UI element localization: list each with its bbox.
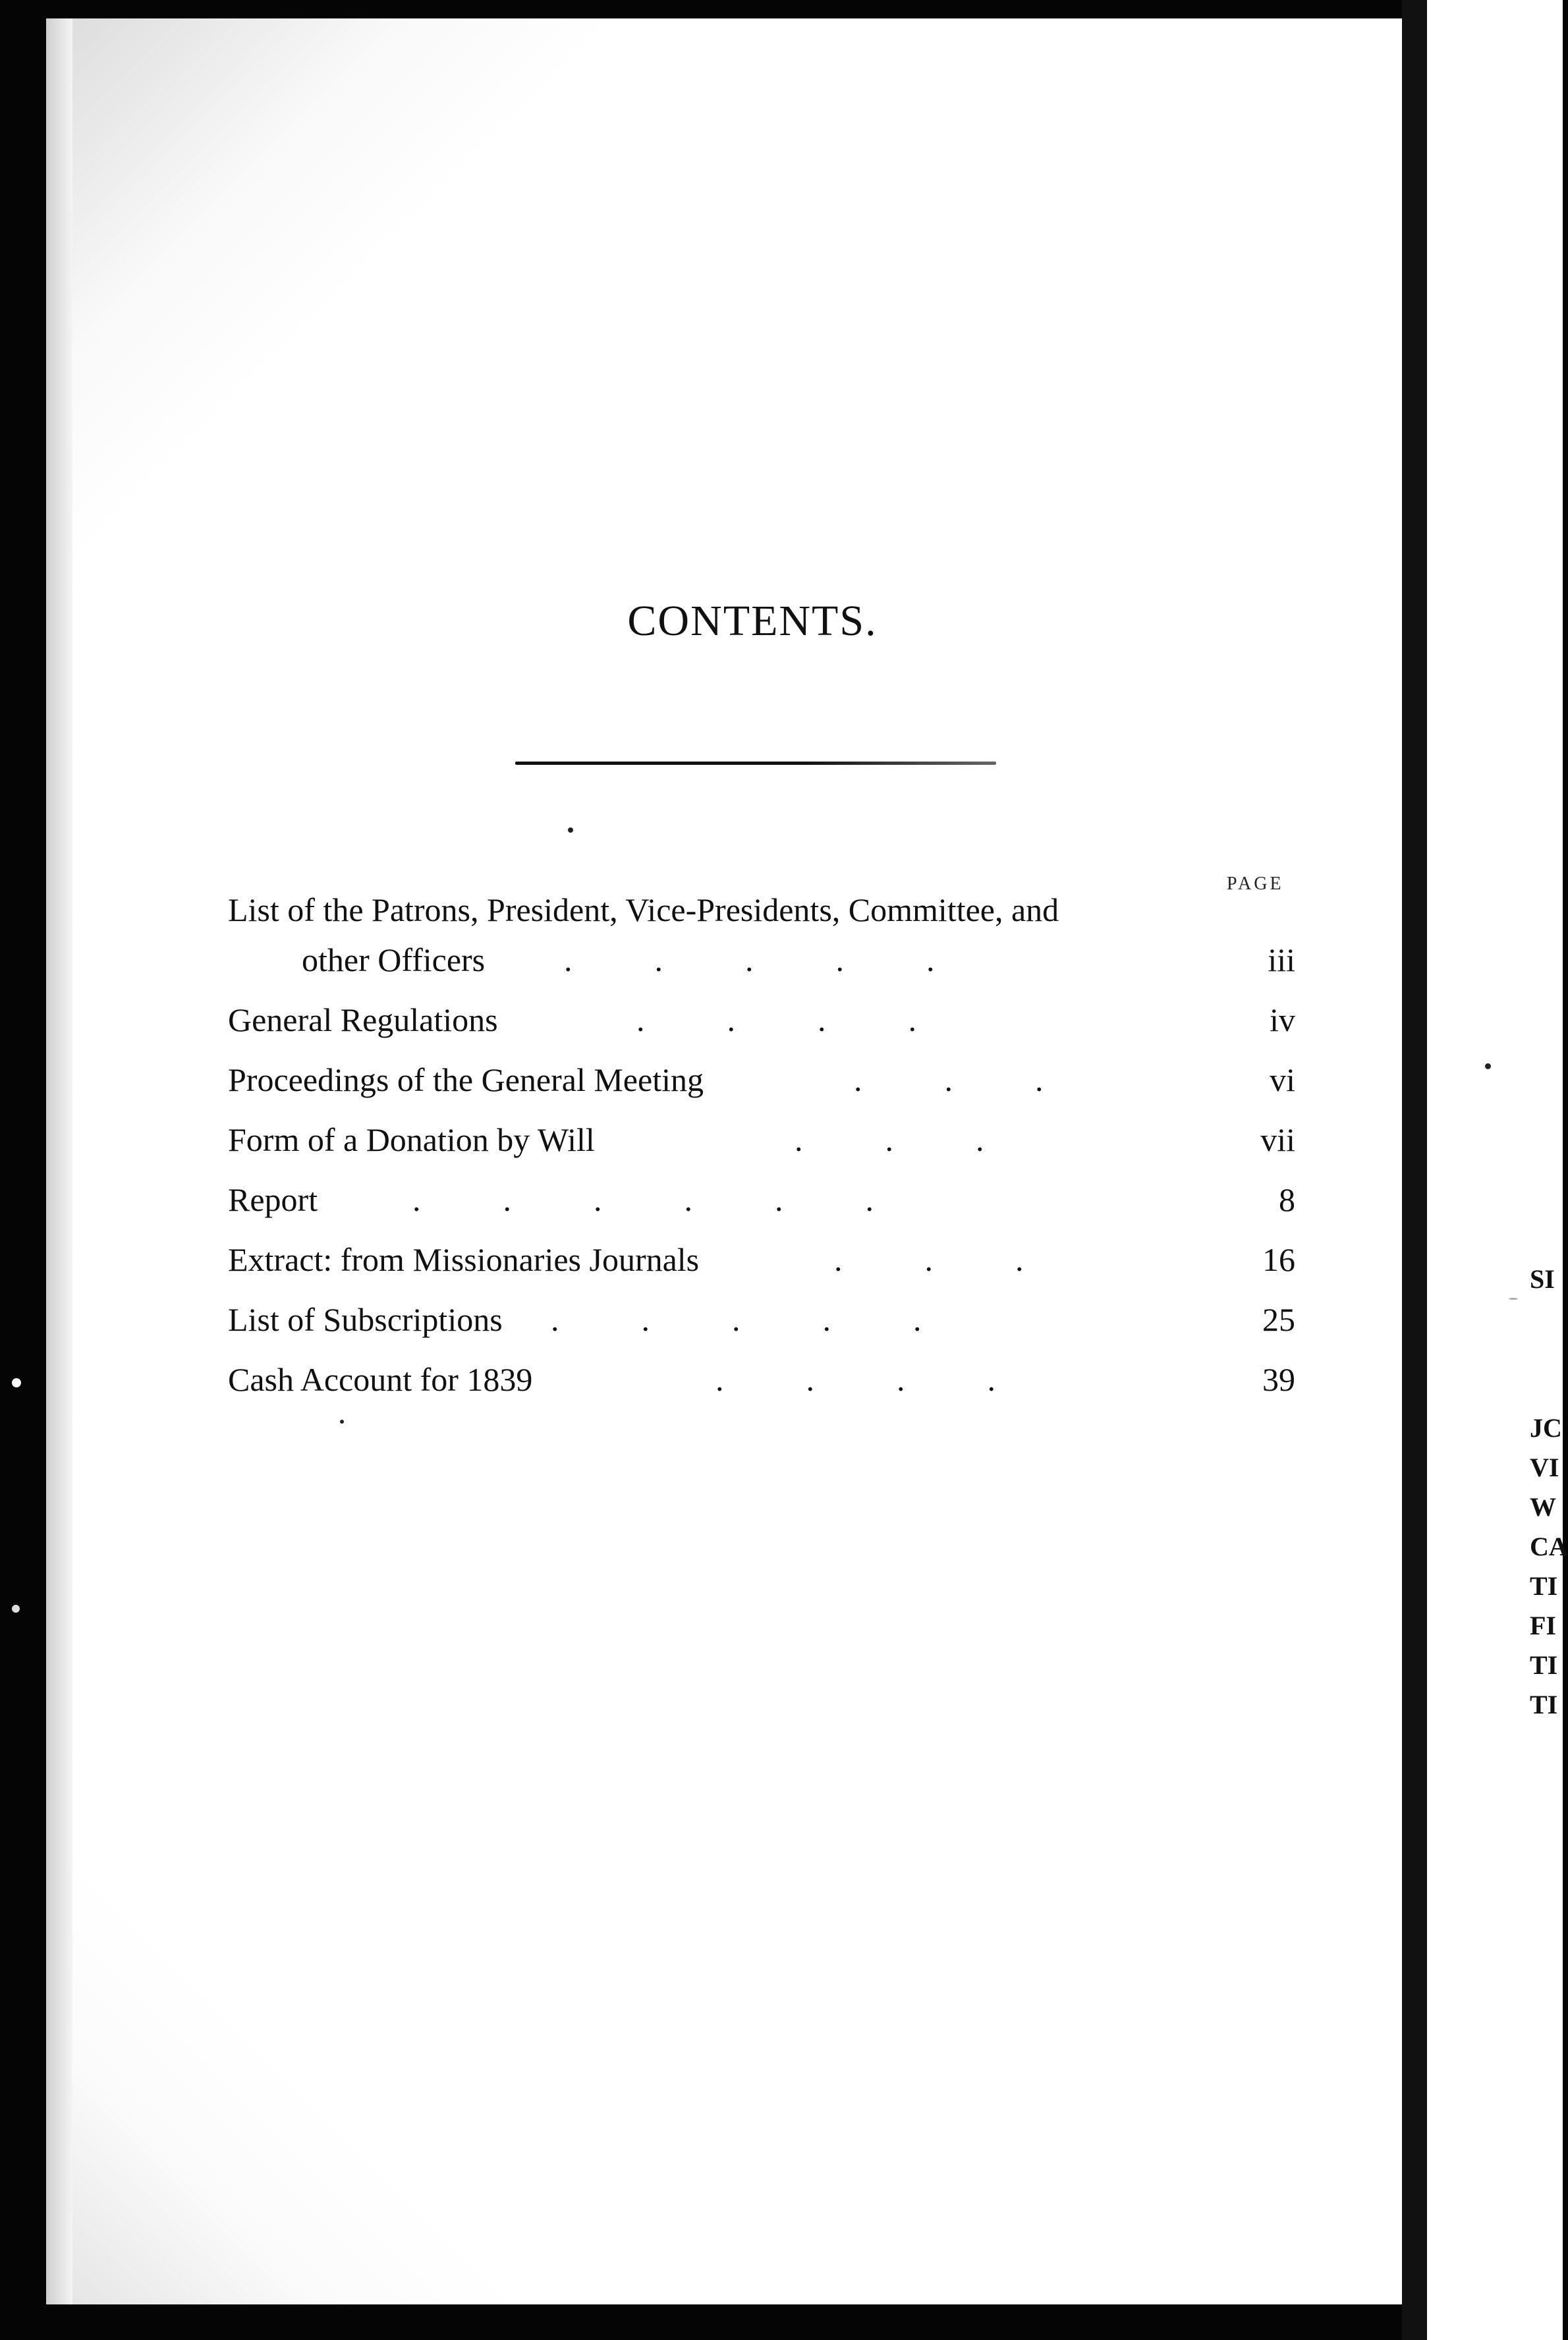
facing-page-letter: SI — [1530, 1264, 1555, 1294]
toc-entry-label: Proceedings of the General Meeting — [228, 1061, 704, 1098]
toc-entry-subscriptions — [228, 1300, 1295, 1347]
toc-entry-officers — [228, 941, 1295, 987]
toc-entry-label: List of Subscriptions — [228, 1301, 503, 1338]
toc-entry-donation — [228, 1121, 1295, 1167]
toc-entry-cash-account — [228, 1360, 1295, 1407]
ink-speck — [340, 1420, 344, 1424]
leader-dots: . . . . — [636, 1001, 916, 1038]
title-rule — [515, 762, 996, 765]
ink-speck — [12, 1378, 21, 1387]
toc-entry-label: List of the Patrons, President, Vice-Presidents, Committee, and — [228, 891, 1059, 928]
toc-entry-proceedings — [228, 1061, 1295, 1107]
right-page-fragment — [1427, 0, 1563, 2340]
toc-entry-label: Report — [228, 1181, 318, 1218]
left-page-edge — [46, 18, 72, 2304]
facing-page-letter: CA — [1530, 1532, 1568, 1561]
facing-page-letter: JC — [1530, 1413, 1562, 1443]
leader-dots: . . . — [854, 1061, 1044, 1098]
facing-page-letter: W — [1530, 1492, 1556, 1522]
facing-page-letter: VI — [1530, 1453, 1559, 1482]
toc-entry-label: Extract: from Missionaries Journals — [228, 1241, 700, 1278]
toc-entry-page: vii — [1260, 1121, 1295, 1158]
facing-page-letter: FI — [1530, 1611, 1556, 1640]
toc-entry-page: 16 — [1262, 1241, 1295, 1278]
facing-page-letter: TI — [1530, 1650, 1558, 1680]
toc-entry-label: Cash Account for 1839 — [228, 1361, 533, 1398]
toc-entry-page: iv — [1270, 1001, 1295, 1038]
leader-dots: . . . . . . — [412, 1181, 874, 1218]
leader-dots: . . . . . — [551, 1301, 922, 1338]
leader-dots: . . . — [795, 1121, 984, 1158]
ink-speck — [1509, 1298, 1518, 1300]
toc-entry-page: 8 — [1279, 1181, 1295, 1218]
toc-entry-regulations — [228, 1001, 1295, 1047]
toc-entry-label: General Regulations — [228, 1001, 498, 1038]
book-gutter — [1402, 0, 1427, 2340]
ink-speck — [12, 1605, 20, 1613]
toc-entry-label: Form of a Donation by Will — [228, 1121, 595, 1158]
facing-page-letter: TI — [1530, 1571, 1558, 1601]
page-column-header: PAGE — [1227, 874, 1284, 894]
toc-entry-page: iii — [1268, 941, 1295, 978]
toc-entry-page: 39 — [1262, 1361, 1295, 1398]
toc-entry-page: vi — [1270, 1061, 1295, 1098]
toc-entry-patrons — [228, 891, 1295, 937]
leader-dots: . . . . . — [564, 941, 935, 978]
leader-dots: . . . . — [715, 1361, 995, 1398]
contents-title: CONTENTS. — [627, 597, 878, 645]
toc-entry-report — [228, 1181, 1295, 1227]
ink-speck — [568, 827, 573, 833]
facing-page-letter: TI — [1530, 1690, 1558, 1719]
toc-entry-page: 25 — [1262, 1301, 1295, 1338]
leader-dots: . . . — [834, 1241, 1024, 1278]
toc-entry-label: other Officers — [302, 941, 486, 978]
toc-entry-extracts — [228, 1240, 1295, 1287]
ink-speck — [1485, 1063, 1491, 1069]
